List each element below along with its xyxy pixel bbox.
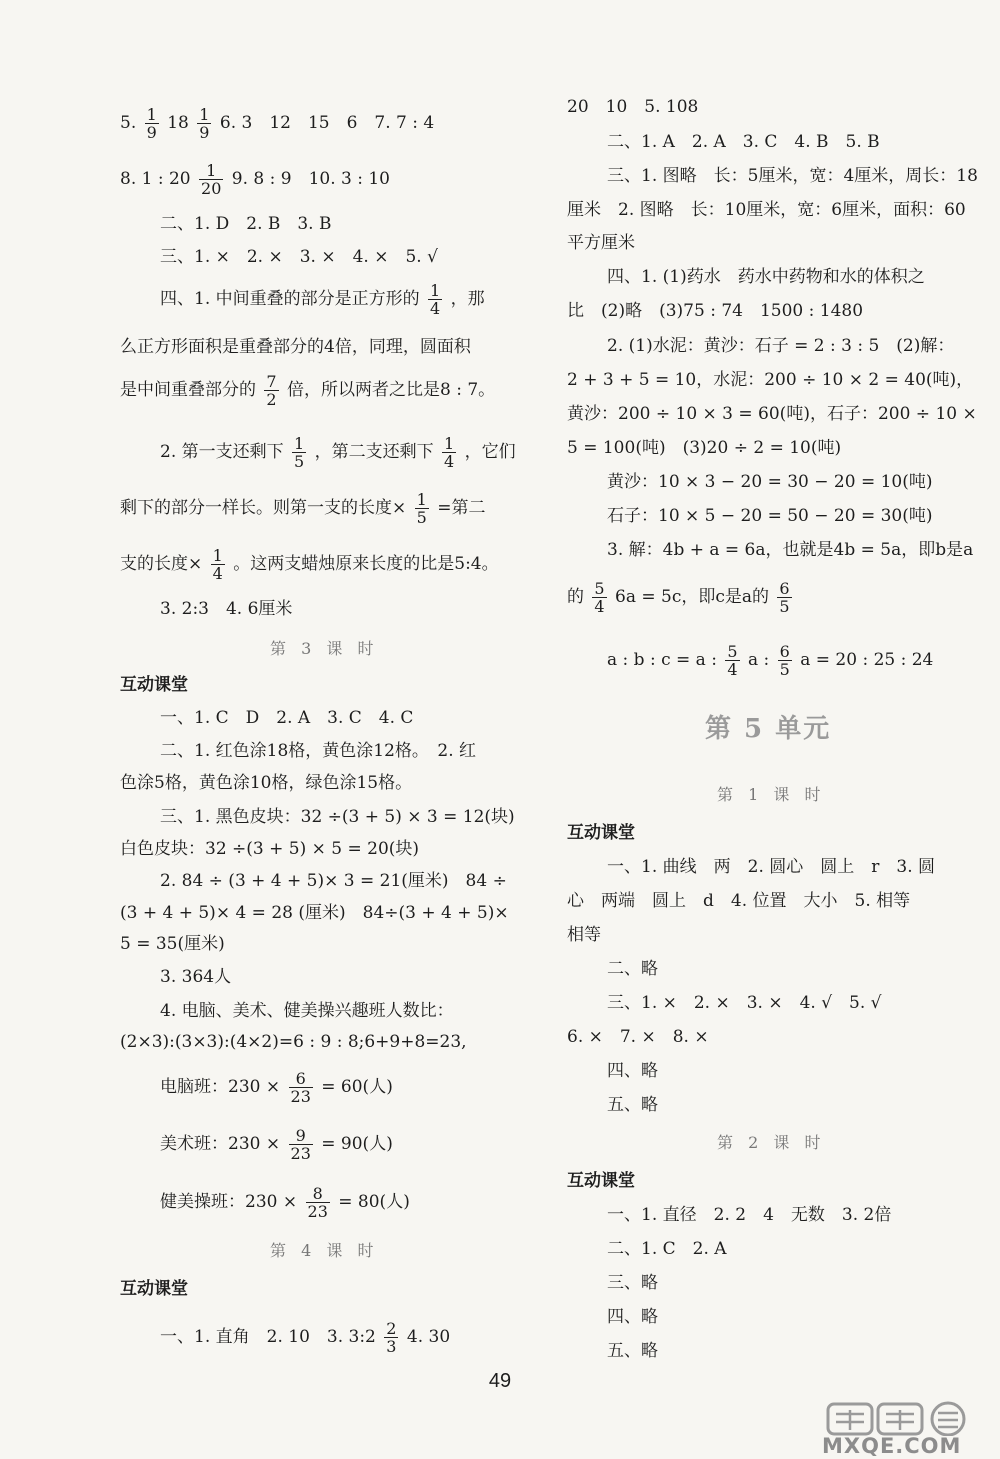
answer-line: 比 (2)略 (3)75 : 74 1500 : 1480 xyxy=(567,301,864,321)
answer-line: 黄沙：10 × 3 − 20 = 30 − 20 = 10(吨) xyxy=(607,472,933,492)
answer-line: 美术班：230 × $\frac{9}{23}$ = 90(人) xyxy=(160,1126,393,1163)
answer-line: 20 10 5. 108 xyxy=(567,97,699,117)
answer-line: 五、略 xyxy=(607,1341,658,1361)
answer-line: 健美操班：230 × $\frac{8}{23}$ = 80(人) xyxy=(160,1184,410,1221)
section-heading: 互动课堂 xyxy=(120,675,188,695)
answer-line: 是中间重叠部分的 $\frac{7}{2}$ 倍，所以两者之比是8 : 7。 xyxy=(120,372,496,409)
fraction: $\frac{8}{23}$ xyxy=(307,1184,328,1221)
answer-line: 三、略 xyxy=(607,1273,658,1293)
answer-line: 二、略 xyxy=(607,959,658,979)
answer-line: 三、1. 图略 长：5厘米，宽：4厘米，周长：18 xyxy=(607,166,978,186)
answer-line: 电脑班：230 × $\frac{6}{23}$ = 60(人) xyxy=(160,1069,393,1106)
answer-line: 平方厘米 xyxy=(567,233,635,253)
answer-line: 4. 电脑、美术、健美操兴趣班人数比： xyxy=(160,1001,454,1021)
answer-line: 二、1. D 2. B 3. B xyxy=(160,214,332,234)
answer-line: 四、1. 中间重叠的部分是正方形的 $\frac{1}{4}$ ，那 xyxy=(160,281,485,318)
answer-line: 二、1. C 2. A xyxy=(607,1239,727,1259)
answer-line: 2 + 3 + 5 = 10，水泥：200 ÷ 10 × 2 = 40(吨)， xyxy=(567,370,974,390)
answer-line: 5 = 35(厘米) xyxy=(120,934,225,954)
answer-line: 3. 解：4b + a = 6a，也就是4b = 5a，即b是a xyxy=(607,540,974,560)
answer-line: 心 两端 圆上 d 4. 位置 大小 5. 相等 xyxy=(567,891,911,911)
fraction: $\frac{6}{5}$ xyxy=(779,642,790,679)
answer-line: 一、1. 直角 2. 10 3. 3:2 $\frac{2}{3}$ 4. 30 xyxy=(160,1319,451,1356)
fraction: $\frac{6}{23}$ xyxy=(290,1069,311,1106)
answer-line: 四、略 xyxy=(607,1061,658,1081)
answer-line: 石子：10 × 5 − 20 = 50 − 20 = 30(吨) xyxy=(607,506,933,526)
answer-line: 黄沙：200 ÷ 10 × 3 = 60(吨)，石子：200 ÷ 10 × xyxy=(567,404,977,424)
answer-line: 三、1. × 2. × 3. × 4. × 5. √ xyxy=(160,247,438,267)
fraction: $\frac{9}{23}$ xyxy=(290,1126,311,1163)
lesson-heading: 第 4 课 时 xyxy=(270,1241,379,1260)
answer-line: 五、略 xyxy=(607,1095,658,1115)
fraction: $\frac{5}{4}$ xyxy=(594,579,605,616)
answer-line: 3. 2:3 4. 6厘米 xyxy=(160,599,293,619)
answer-line: (2×3):(3×3):(4×2)=6 : 9 : 8;6+9+8=23, xyxy=(120,1032,467,1052)
watermark-text: MXQE.COM xyxy=(822,1434,962,1458)
answer-line: 6. × 7. × 8. × xyxy=(567,1027,709,1047)
fraction: $\frac{7}{2}$ xyxy=(266,372,277,409)
answer-line: 一、1. 曲线 两 2. 圆心 圆上 r 3. 圆 xyxy=(607,857,935,877)
answer-circle-logo-icon xyxy=(826,1400,976,1436)
answer-line: 一、1. C D 2. A 3. C 4. C xyxy=(160,708,414,728)
answer-line: 相等 xyxy=(567,925,601,945)
answer-line: 么正方形面积是重叠部分的4倍，同理，圆面积 xyxy=(120,337,471,357)
answer-line: a : b : c = a : $\frac{5}{4}$ a : $\frac{6}{5}$ a = 20 : 25 : 24 xyxy=(607,642,934,679)
page-number: 49 xyxy=(488,1370,512,1392)
answer-line: 白色皮块：32 ÷(3 + 5) × 5 = 20(块) xyxy=(120,839,420,859)
answer-line: 3. 364人 xyxy=(160,967,232,987)
fraction: $\frac{5}{4}$ xyxy=(727,642,738,679)
answer-line: 2. 84 ÷ (3 + 4 + 5)× 3 = 21(厘米) 84 ÷ xyxy=(160,871,507,891)
answer-line: 2. 第一支还剩下 $\frac{1}{5}$ ，第二支还剩下 $\frac{1}{4}$ ，它们 xyxy=(160,434,516,471)
answer-line: 2. (1)水泥：黄沙：石子 = 2 : 3 : 5 (2)解： xyxy=(607,336,955,356)
lesson-heading: 第 3 课 时 xyxy=(270,639,379,658)
fraction: $\frac{6}{5}$ xyxy=(779,579,790,616)
answer-line: 色涂5格，黄色涂10格，绿色涂15格。 xyxy=(120,773,413,793)
lesson-heading: 第 1 课 时 xyxy=(717,785,826,804)
fraction: $\frac{1}{4}$ xyxy=(444,434,455,471)
section-heading: 互动课堂 xyxy=(567,1171,635,1191)
fraction: $\frac{1}{4}$ xyxy=(430,281,441,318)
answer-line: 四、1. (1)药水 药水中药物和水的体积之 xyxy=(607,267,925,287)
section-heading: 互动课堂 xyxy=(120,1279,188,1299)
answer-line: 四、略 xyxy=(607,1307,658,1327)
answer-line: 的 $\frac{5}{4}$ 6a = 5c，即c是a的 $\frac{6}{5}$ xyxy=(567,579,790,616)
answer-line: 一、1. 直径 2. 2 4 无数 3. 2倍 xyxy=(607,1205,892,1225)
answer-line: 二、1. 红色涂18格，黄色涂12格。 2. 红 xyxy=(160,741,477,761)
answer-line: 5 = 100(吨) (3)20 ÷ 2 = 10(吨) xyxy=(567,438,842,458)
fraction: $\frac{1}{9}$ xyxy=(199,105,210,142)
answer-line: 二、1. A 2. A 3. C 4. B 5. B xyxy=(607,132,880,152)
fraction: $\frac{1}{5}$ xyxy=(294,434,305,471)
fraction: $\frac{1}{20}$ xyxy=(201,161,222,198)
answer-line: 厘米 2. 图略 长：10厘米，宽：6厘米，面积：60 xyxy=(567,200,966,220)
fraction: $\frac{1}{5}$ xyxy=(416,490,427,527)
answer-line: 三、1. 黑色皮块：32 ÷(3 + 5) × 3 = 12(块) xyxy=(160,807,515,827)
fraction: $\frac{1}{9}$ xyxy=(146,105,157,142)
answer-line: 8. 1 : 20 $\frac{1}{20}$ 9. 8 : 9 10. 3 : 10 xyxy=(120,161,390,198)
answer-line: (3 + 4 + 5)× 4 = 28 (厘米) 84÷(3 + 4 + 5)× xyxy=(120,903,509,923)
answer-line: 三、1. × 2. × 3. × 4. √ 5. √ xyxy=(607,993,882,1013)
fraction: $\frac{1}{4}$ xyxy=(212,546,223,583)
unit-heading: 第 5 单元 xyxy=(705,714,832,744)
lesson-heading: 第 2 课 时 xyxy=(717,1133,826,1152)
section-heading: 互动课堂 xyxy=(567,823,635,843)
fraction: $\frac{2}{3}$ xyxy=(386,1319,397,1356)
answer-line: 5. $\frac{1}{9}$ 18 $\frac{1}{9}$ 6. 3 12 15 6 7. 7 : 4 xyxy=(120,105,435,142)
watermark xyxy=(812,1400,992,1458)
answer-line: 支的长度× $\frac{1}{4}$ 。这两支蜡烛原来长度的比是5:4。 xyxy=(120,546,499,583)
answer-line: 剩下的部分一样长。则第一支的长度× $\frac{1}{5}$ =第二 xyxy=(120,490,486,527)
